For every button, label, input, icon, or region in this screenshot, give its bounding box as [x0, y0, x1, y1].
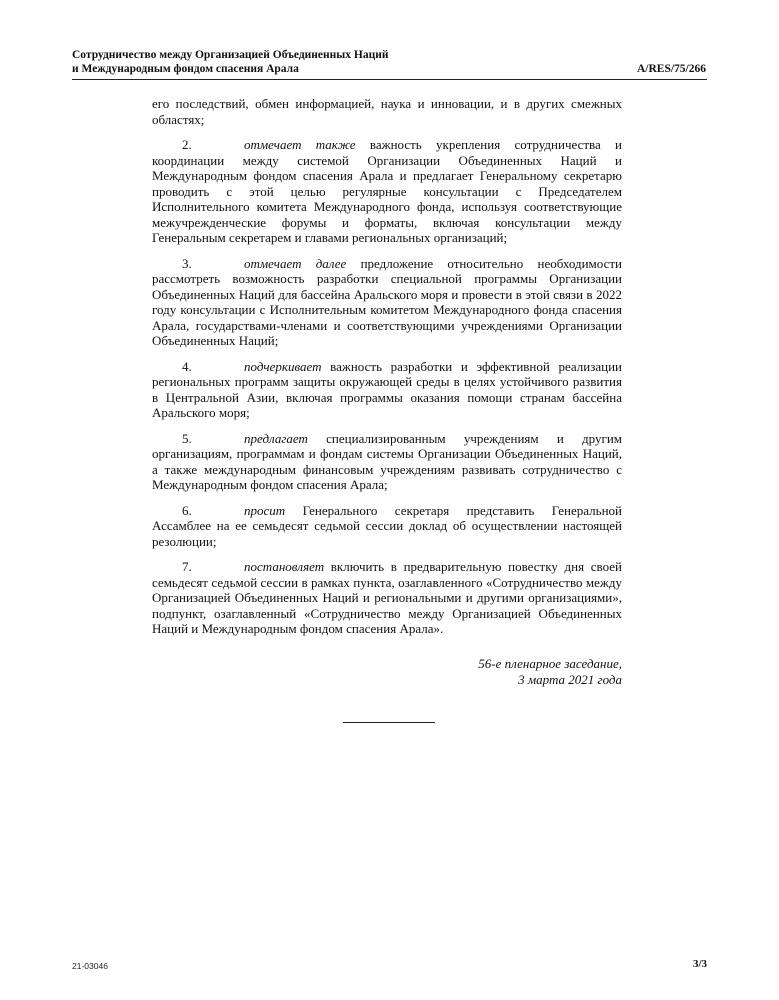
operative-paragraph-2	[152, 137, 622, 246]
operative-verb: просит	[244, 502, 286, 518]
operative-verb: предлагает	[244, 430, 308, 446]
meeting-date: 3 марта 2021 года	[518, 671, 622, 687]
document-symbol: A/RES/75/266	[636, 62, 706, 75]
paragraph-number: 6.	[182, 502, 192, 518]
paragraph-number: 7.	[182, 559, 192, 574]
header-title-line-2: и Международным фондом спасения Арала	[72, 62, 299, 75]
operative-paragraph-7	[152, 559, 622, 637]
paragraph-text: предложение относительно необходимости рассмотреть возможность разработки специальной программы Организации Объединенных Наций для бассейна Аральского моря и провести в этой связи в 2022 году консультации с Исполнительным комитетом Международного фонда спасения Арала, государствами-членами и соответствующими учреждениями Организации Объединенных Наций;	[152, 255, 622, 348]
running-header	[72, 49, 707, 80]
meeting-signature	[478, 656, 622, 687]
continuation-paragraph: его последствий, обмен информацией, наука и инновации, и в других смежных областях;	[152, 96, 622, 127]
resolution-body	[152, 96, 622, 647]
operative-verb: отмечает далее	[244, 255, 347, 271]
paragraph-text: включить в предварительную повестку дня своей семьдесят седьмой сессии в рамках пункта, озаглавленного «Сотрудничество между Организацией Объединенных Наций и региональными и другими организациями», подпункт, озаглавленный «Сотрудничество между Организацией Объединенных Наций и Международным фондом спасения Арала».	[152, 559, 622, 636]
operative-verb: подчеркивает	[244, 358, 322, 374]
operative-paragraph-3	[152, 256, 622, 349]
operative-paragraph-5	[152, 431, 622, 493]
header-title-line-1: Сотрудничество между Организацией Объединенных Наций	[72, 49, 389, 61]
operative-verb: отмечает также	[244, 137, 356, 152]
paragraph-number: 4.	[182, 358, 192, 374]
paragraph-number: 3.	[182, 255, 192, 271]
paragraph-text: важность укрепления сотрудничества и координации между системой Организации Объединенных Наций и Международным фондом спасения Арала и предлагает Генеральному секретарю проводить с этой целью регулярные консультации с Председателем Исполнительного комитета Международного фонда, используя соответствующие межучрежденческие форумы и форматы, включая консультации между Генеральным секретарем и главами региональных организаций;	[152, 137, 623, 245]
paragraph-text: важность разработки и эффективной реализации региональных программ защиты окружающей среды в целях устойчивого развития в Центральной Азии, включая программы оказания помощи странам бассейна Аральского моря;	[152, 358, 622, 420]
paragraph-text: Генерального секретаря представить Генеральной Ассамблее на ее семьдесят седьмой сессии доклад об осуществлении настоящей резолюции;	[152, 502, 622, 549]
document-job-number: 21-03046	[72, 961, 108, 971]
page-number: 3/3	[692, 958, 707, 970]
paragraph-text: специализированным учреждениям и другим организациям, программам и фондам системы Организации Объединенных Наций, а также международным финансовым учреждениям развивать сотрудничество с Международным фондом спасения Арала;	[152, 430, 622, 492]
meeting-number: 56-е пленарное заседание,	[478, 656, 622, 671]
operative-paragraph-4	[152, 359, 622, 421]
paragraph-number: 2.	[182, 137, 192, 152]
operative-verb: постановляет	[244, 559, 325, 574]
operative-paragraph-6	[152, 503, 622, 550]
paragraph-number: 5.	[182, 430, 192, 446]
end-rule-divider	[343, 722, 435, 723]
